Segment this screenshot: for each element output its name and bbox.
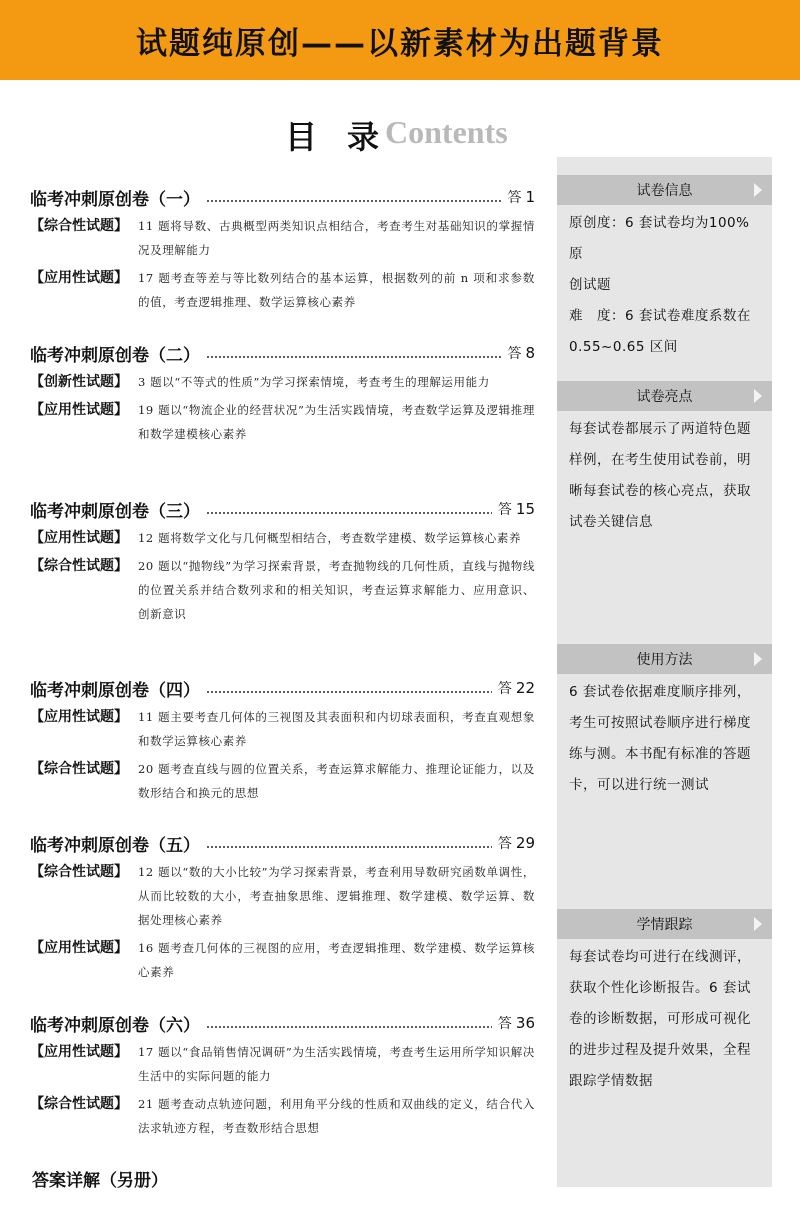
page-prefix: 答 xyxy=(497,502,512,518)
entry-item xyxy=(30,1092,535,1140)
sidebar-line: 每套试卷均可进行在线测评， xyxy=(569,949,751,965)
sidebar-line: 0.55~0.65 区间 xyxy=(569,339,678,355)
entry-page xyxy=(507,343,535,363)
item-description: 11 题主要考查几何体的三视图及其表面积和内切球表面积，考查直观想象和数学运算核心素养 xyxy=(138,710,535,748)
sidebar-line: 练与测。本书配有标准的答题 xyxy=(569,746,751,762)
item-tag: 【创新性试题】 xyxy=(30,374,128,390)
entry-item xyxy=(30,936,535,984)
sidebar-line: 创试题 xyxy=(569,277,611,293)
page-prefix: 答 xyxy=(507,190,522,206)
sidebar-section-header xyxy=(557,644,772,674)
sidebar-line: 试卷关键信息 xyxy=(569,514,653,530)
entry-item xyxy=(30,705,535,753)
item-tag: 【应用性试题】 xyxy=(30,270,128,286)
item-description: 16 题考查几何体的三视图的应用，考查逻辑推理、数学建模、数学运算核心素养 xyxy=(138,941,535,979)
dot-leader xyxy=(206,1026,492,1028)
item-description: 17 题以“食品销售情况调研”为生活实践情境，考查考生运用所学知识解决生活中的实际问题的能力 xyxy=(138,1045,535,1083)
entry-page xyxy=(498,1013,535,1033)
sidebar-section-body xyxy=(557,674,772,801)
sidebar-section-header xyxy=(557,175,772,205)
sidebar-section-label: 使用方法 xyxy=(636,652,693,668)
item-tag: 【综合性试题】 xyxy=(30,1096,128,1112)
sidebar-line: 卷的诊断数据，可形成可视化 xyxy=(569,1011,751,1027)
toc-entry[interactable] xyxy=(30,496,535,626)
item-description: 20 题考查直线与圆的位置关系，考查运算求解能力、推理论证能力，以及数形结合和换元的思想 xyxy=(138,762,535,800)
toc-title-cn: 目录 xyxy=(285,118,410,156)
page-prefix: 答 xyxy=(507,346,522,362)
item-description: 17 题考查等差与等比数列结合的基本运算，根据数列的前 n 项和求参数的值，考查逻辑推理、数学运算核心素养 xyxy=(138,271,535,309)
entry-page xyxy=(498,678,535,698)
entry-header[interactable] xyxy=(30,340,535,366)
page-number: 8 xyxy=(525,344,535,362)
page-prefix: 答 xyxy=(497,836,512,852)
dot-leader xyxy=(206,512,492,514)
entry-header[interactable] xyxy=(30,184,535,210)
answer-note: 答案详解（另册） xyxy=(32,1171,168,1191)
sidebar-section-label: 试卷亮点 xyxy=(636,389,693,405)
entry-item xyxy=(30,1040,535,1088)
item-description: 19 题以“物流企业的经营状况”为生活实践情境，考查数学运算及逻辑推理和数学建模核心素养 xyxy=(138,403,535,441)
sidebar-section-body xyxy=(557,205,772,363)
banner-title: 试题纯原创——以新素材为出题背景 xyxy=(136,25,664,62)
entry-title[interactable]: 临考冲刺原创卷（五） xyxy=(30,835,200,856)
sidebar-line: 每套试卷都展示了两道特色题 xyxy=(569,421,751,437)
sidebar-section-label: 学情跟踪 xyxy=(636,917,693,933)
item-tag: 【应用性试题】 xyxy=(30,530,128,546)
triangle-right-icon xyxy=(754,183,762,197)
entry-title[interactable]: 临考冲刺原创卷（二） xyxy=(30,345,200,366)
page-number: 36 xyxy=(515,1014,535,1032)
entry-title[interactable]: 临考冲刺原创卷（四） xyxy=(30,680,200,701)
item-tag: 【综合性试题】 xyxy=(30,864,128,880)
entry-title[interactable]: 临考冲刺原创卷（三） xyxy=(30,501,200,522)
page-number: 15 xyxy=(515,500,535,518)
entry-header[interactable] xyxy=(30,496,535,522)
item-description: 21 题考查动点轨迹问题，利用角平分线的性质和双曲线的定义，结合代入法求轨迹方程，考查数形结合思想 xyxy=(138,1097,535,1135)
sidebar-line: 获取个性化诊断报告。6 套试 xyxy=(569,980,751,996)
sidebar-section-header xyxy=(557,381,772,411)
item-tag: 【综合性试题】 xyxy=(30,558,128,574)
entry-page xyxy=(507,187,535,207)
entry-page xyxy=(498,499,535,519)
triangle-right-icon xyxy=(754,652,762,666)
item-description: 20 题以“抛物线”为学习探索背景，考查抛物线的几何性质，直线与抛物线的位置关系并结合数列求和的相关知识，考查运算求解能力、应用意识、创新意识 xyxy=(138,559,535,621)
sidebar-section-body xyxy=(557,411,772,538)
sidebar-section-highlights xyxy=(557,381,772,538)
entry-page xyxy=(498,833,535,853)
info-sidebar xyxy=(557,157,772,1187)
item-description: 12 题以“数的大小比较”为学习探索背景，考查利用导数研究函数单调性，从而比较数的大小，考查抽象思维、逻辑推理、数学建模、数学运算、数据处理核心素养 xyxy=(138,865,535,927)
dot-leader xyxy=(206,356,501,358)
sidebar-section-usage xyxy=(557,644,772,801)
item-tag: 【应用性试题】 xyxy=(30,402,128,418)
item-tag: 【应用性试题】 xyxy=(30,1044,128,1060)
page-prefix: 答 xyxy=(497,1016,512,1032)
entry-title[interactable]: 临考冲刺原创卷（一） xyxy=(30,189,200,210)
entry-item xyxy=(30,398,535,446)
item-description: 3 题以“不等式的性质”为学习探索情境，考查考生的理解运用能力 xyxy=(138,375,490,389)
triangle-right-icon xyxy=(754,917,762,931)
entry-item xyxy=(30,214,535,262)
sidebar-line: 难 度：6 套试卷难度系数在 xyxy=(569,308,751,324)
triangle-right-icon xyxy=(754,389,762,403)
entry-header[interactable] xyxy=(30,675,535,701)
sidebar-section-info xyxy=(557,175,772,363)
item-tag: 【综合性试题】 xyxy=(30,761,128,777)
toc-entry[interactable] xyxy=(30,1010,535,1140)
sidebar-line: 原创度：6 套试卷均为100%原 xyxy=(569,215,750,262)
page-prefix: 答 xyxy=(497,681,512,697)
entry-item xyxy=(30,266,535,314)
sidebar-section-body xyxy=(557,939,772,1097)
entry-header[interactable] xyxy=(30,1010,535,1036)
entry-item xyxy=(30,554,535,626)
sidebar-line: 考生可按照试卷顺序进行梯度 xyxy=(569,715,751,731)
dot-leader xyxy=(206,846,492,848)
sidebar-section-label: 试卷信息 xyxy=(636,183,693,199)
sidebar-line: 跟踪学情数据 xyxy=(569,1073,653,1089)
entry-item xyxy=(30,757,535,805)
sidebar-line: 样例，在考生使用试卷前，明 xyxy=(569,452,751,468)
sidebar-line: 6 套试卷依据难度顺序排列， xyxy=(569,684,751,700)
entry-title[interactable]: 临考冲刺原创卷（六） xyxy=(30,1015,200,1036)
sidebar-section-tracking xyxy=(557,909,772,1097)
toc-entry[interactable] xyxy=(30,830,535,984)
page-number: 22 xyxy=(515,679,535,697)
toc-entry[interactable] xyxy=(30,184,535,314)
toc-title-en: Contents xyxy=(385,114,508,150)
entry-header[interactable] xyxy=(30,830,535,856)
toc-entry[interactable] xyxy=(30,340,535,446)
item-description: 12 题将数学文化与几何概型相结合，考查数学建模、数学运算核心素养 xyxy=(138,531,522,545)
item-description: 11 题将导数、古典概型两类知识点相结合，考查考生对基础知识的掌握情况及理解能力 xyxy=(138,219,535,257)
page-number: 29 xyxy=(515,834,535,852)
entry-item xyxy=(30,370,535,394)
sidebar-line: 卡，可以进行统一测试 xyxy=(569,777,709,793)
dot-leader xyxy=(206,200,501,202)
sidebar-section-header xyxy=(557,909,772,939)
item-tag: 【综合性试题】 xyxy=(30,218,128,234)
entry-item xyxy=(30,860,535,932)
item-tag: 【应用性试题】 xyxy=(30,709,128,725)
toc-entry[interactable] xyxy=(30,675,535,805)
sidebar-line: 的进步过程及提升效果，全程 xyxy=(569,1042,751,1058)
entry-item xyxy=(30,526,535,550)
sidebar-line: 晰每套试卷的核心亮点，获取 xyxy=(569,483,751,499)
page-number: 1 xyxy=(525,188,535,206)
item-tag: 【应用性试题】 xyxy=(30,940,128,956)
dot-leader xyxy=(206,691,492,693)
